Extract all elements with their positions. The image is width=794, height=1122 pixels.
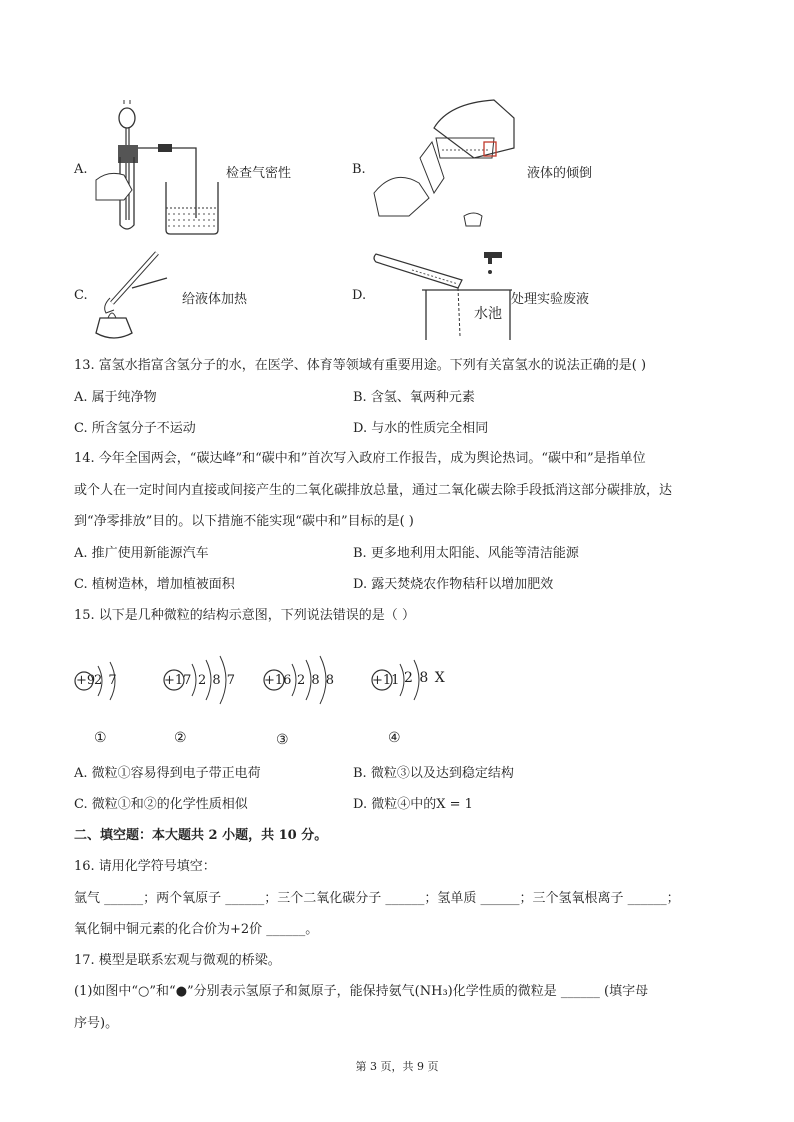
option-d-letter: D. [352,288,367,303]
option-a-letter: A. [74,162,88,177]
particle-1-label: ① [94,730,107,746]
q17-sub-1-cont: 序号)。 [74,1016,119,1031]
q13-option-d: D. 与水的性质完全相同 [353,421,489,436]
particle-1-electrons: 2 7 [94,673,118,688]
q15-stem: 15. 以下是几种微粒的结构示意图，下列说法错误的是（ ） [74,608,415,623]
particle-2-label: ② [174,730,187,746]
q14-option-b: B. 更多地利用太阳能、风能等清洁能源 [353,546,579,561]
particle-2-nucleus: +17 [164,673,192,688]
heating-liquid-figure [92,248,182,343]
q15-option-a: A. 微粒①容易得到电子带正电荷 [74,766,261,781]
q16-line-1: 氩气 ______；两个氧原子 ______；三个二氧化碳分子 ______；氢单质 ______；三个氢氧根离子 ______； [74,891,680,906]
q14-stem-line-3: 到“净零排放”目的。以下措施不能实现“碳中和”目标的是( ) [74,514,414,529]
sink-label: 水池 [474,306,502,322]
q16-stem: 16. 请用化学符号填空： [74,859,216,874]
q14-option-a: A. 推广使用新能源汽车 [74,546,209,561]
option-a-caption: 检查气密性 [226,166,292,181]
option-c-caption: 给液体加热 [182,292,248,307]
q17-stem: 17. 模型是联系宏观与微观的桥梁。 [74,953,281,968]
particle-4-label: ④ [388,730,401,746]
q14-stem-line-2: 或个人在一定时间内直接或间接产生的二氧化碳排放总量，通过二氧化碳去除手段抵消这部分碳排放，达 [74,483,673,498]
particle-1-nucleus: +9 [76,673,96,688]
particle-3-nucleus: +16 [264,673,292,688]
q13-stem: 13. 富氢水指富含氢分子的水，在医学、体育等领域有重要用途。下列有关富氢水的说法正确的是( ) [74,358,647,373]
q14-option-c: C. 植树造林，增加植被面积 [74,577,235,592]
particle-3-label: ③ [276,732,289,748]
q14-option-d: D. 露天焚烧农作物秸秆以增加肥效 [353,577,554,592]
q13-option-b: B. 含氢、氧两种元素 [353,390,475,405]
particle-2-electrons: 2 8 7 [198,673,237,688]
q13-option-c: C. 所含氢分子不运动 [74,421,196,436]
waste-liquid-sink-figure [372,248,512,340]
option-b-letter: B. [352,162,366,177]
q16-line-2: 氧化铜中铜元素的化合价为+2价 ______。 [74,922,319,937]
option-c-letter: C. [74,288,88,303]
particle-3-electrons: 2 8 8 [297,673,336,688]
option-d-caption: 处理实验废液 [511,292,590,307]
particle-4-nucleus: +11 [372,673,400,688]
section-2-title: 二、填空题：本大题共 2 小题，共 10 分。 [74,828,328,843]
q13-option-a: A. 属于纯净物 [74,390,157,405]
option-b-caption: 液体的倾倒 [527,166,593,181]
q14-stem-line-1: 14. 今年全国两会，“碳达峰”和“碳中和”首次写入政府工作报告，成为舆论热词。“碳中和”是指单位 [74,451,646,466]
q17-sub-1: (1)如图中“○”和“●”分别表示氢原子和氮原子，能保持氨气(NH₃)化学性质的微粒是 ______ (填字母 [74,984,649,999]
q15-option-c: C. 微粒①和②的化学性质相似 [74,797,248,812]
page-footer: 第 3 页，共 9 页 [355,1060,439,1073]
q15-option-d: D. 微粒④中的X = 1 [353,797,473,812]
pouring-liquid-figure [374,98,524,228]
airtightness-apparatus-figure [96,100,221,240]
q15-option-b: B. 微粒③以及达到稳定结构 [353,766,514,781]
particle-4-electrons: 2 8 X [404,670,446,686]
